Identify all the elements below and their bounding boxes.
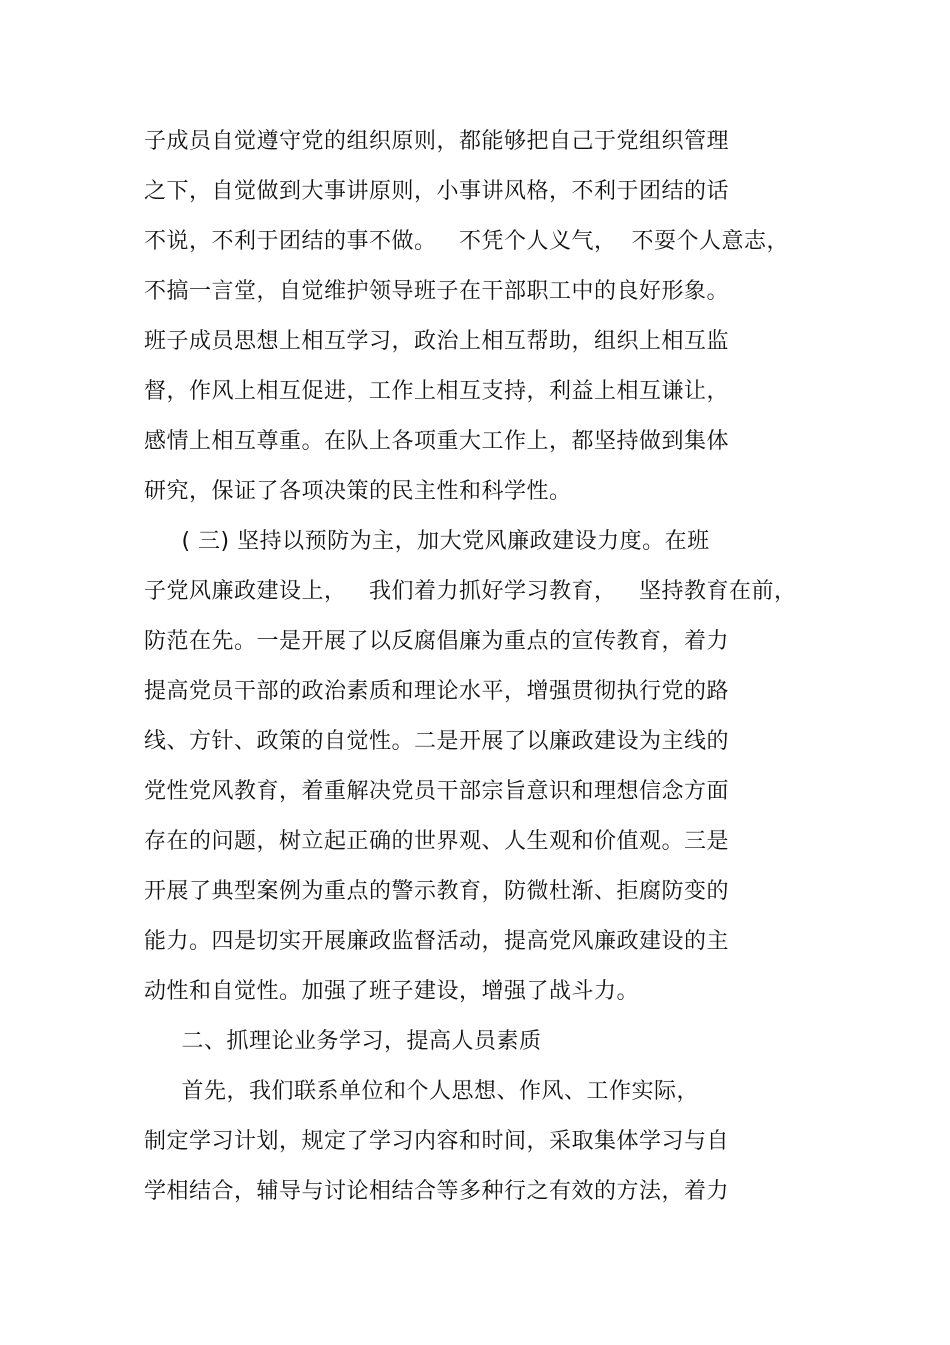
text-line: 能力。四是切实开展廉政监督活动，提高党风廉政建设的主 [144, 929, 730, 954]
text-line: 防范在先。一是开展了以反腐倡廉为重点的宣传教育，着力 [144, 629, 730, 654]
text-line: 班子成员思想上相互学习，政治上相互帮助，组织上相互监 [144, 329, 730, 354]
section-heading-line: 二、抓理论业务学习，提高人员素质 [144, 1029, 542, 1054]
text-line: 研究，保证了各项决策的民主性和科学性。 [144, 479, 572, 504]
text-line: 学相结合，辅导与讨论相结合等多种行之有效的方法，着力 [144, 1179, 730, 1204]
text-line: 动性和自觉性。加强了班子建设，增强了战斗力。 [144, 979, 640, 1004]
text-line: 督，作风上相互促进，工作上相互支持，利益上相互谦让， [144, 379, 730, 404]
text-line: 之下，自觉做到大事讲原则，小事讲风格，不利于团结的话 [144, 179, 730, 204]
text-line: 子党风廉政建设上， 我们着力抓好学习教育， 坚持教育在前， [144, 579, 797, 604]
text-line: 线、方针、政策的自觉性。二是开展了以廉政建设为主线的 [144, 729, 730, 754]
section-heading-line: ( 三) 坚持以预防为主，加大党风廉政建设力度。在班 [144, 529, 710, 554]
text-line: 制定学习计划，规定了学习内容和时间，采取集体学习与自 [144, 1129, 730, 1154]
text-line: 感情上相互尊重。在队上各项重大工作上，都坚持做到集体 [144, 429, 730, 454]
text-line: 存在的问题，树立起正确的世界观、人生观和价值观。三是 [144, 829, 730, 854]
text-line: 开展了典型案例为重点的警示教育，防微杜渐、拒腐防变的 [144, 879, 730, 904]
text-line: 不搞一言堂，自觉维护领导班子在干部职工中的良好形象。 [144, 279, 730, 304]
text-line: 不说，不利于团结的事不做。 不凭个人义气， 不耍个人意志， [144, 229, 789, 254]
text-line: 党性党风教育，着重解决党员干部宗旨意识和理想信念方面 [144, 779, 730, 804]
text-line: 提高党员干部的政治素质和理论水平，增强贯彻执行党的路 [144, 679, 730, 704]
text-line: 子成员自觉遵守党的组织原则，都能够把自己于党组织管理 [144, 129, 730, 154]
text-line: 首先，我们联系单位和个人思想、作风、工作实际， [144, 1079, 699, 1104]
